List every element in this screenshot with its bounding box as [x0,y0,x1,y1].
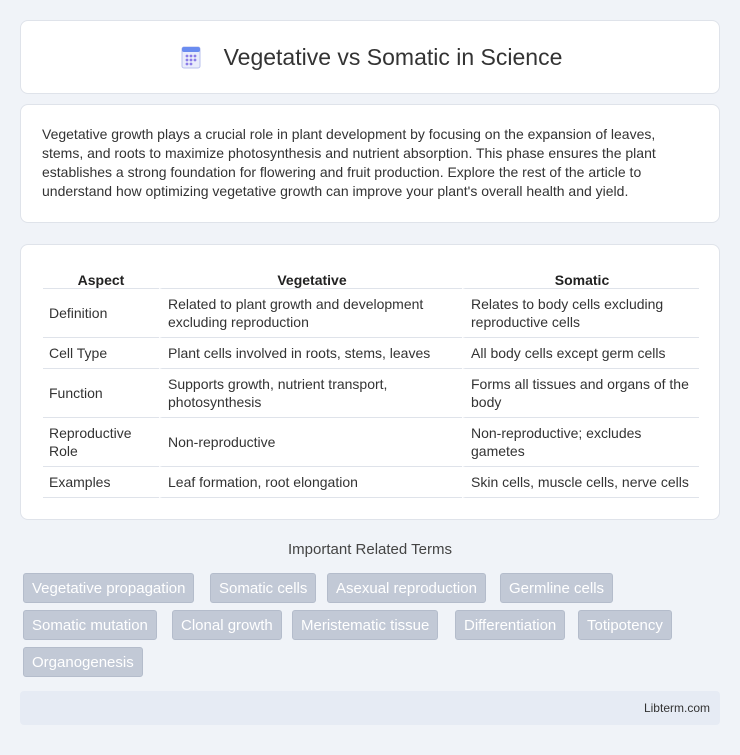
table-row [43,369,699,418]
table-cell: Forms all tissues and organs of the body [462,369,699,418]
related-terms-title: Important Related Terms [288,541,452,558]
comparison-table-card [20,244,720,520]
table-row [43,467,699,498]
table-cell: Examples [43,467,159,498]
table-cell: Function [43,369,159,418]
page-title: Vegetative vs Somatic in Science [223,43,563,70]
tag-totipotency[interactable]: Totipotency [578,610,672,640]
tag-clonal-growth[interactable]: Clonal growth [172,610,282,640]
tag-somatic-mutation[interactable]: Somatic mutation [23,610,157,640]
table-row [43,338,699,369]
tag-asexual-reproduction[interactable]: Asexual reproduction [327,573,486,603]
table-cell: Plant cells involved in roots, stems, leaves [159,338,462,369]
tag-vegetative-propagation[interactable]: Vegetative propagation [23,573,194,603]
table-cell: Cell Type [43,338,159,369]
table-cell: Related to plant growth and development excluding reproduction [159,289,462,338]
table-header-row [43,265,699,289]
tag-somatic-cells[interactable]: Somatic cells [210,573,316,603]
tag-germline-cells[interactable]: Germline cells [500,573,613,603]
document-icon [178,44,204,70]
table-cell: All body cells except germ cells [462,338,699,369]
column-header-vegetative: Vegetative [159,265,462,289]
intro-paragraph: Vegetative growth plays a crucial role in plant development by focusing on the expansion of leaves, stems, and roots to maximize photosynthesis and nutrient absorption. This phase ensures the plant establishes a strong foundation for flowering and fruit production. Explore the rest of the article to understand how optimizing vegetative growth can improve your plant's overall health and yield. [42,126,656,199]
column-header-aspect: Aspect [43,265,159,289]
table-cell: Leaf formation, root elongation [159,467,462,498]
table-cell: Non-reproductive; excludes gametes [462,418,699,467]
table-cell: Relates to body cells excluding reproductive cells [462,289,699,338]
table-cell: Skin cells, muscle cells, nerve cells [462,467,699,498]
table-row [43,289,699,338]
tag-differentiation[interactable]: Differentiation [455,610,565,640]
column-header-somatic: Somatic [462,265,699,289]
tag-organogenesis[interactable]: Organogenesis [23,647,143,677]
table-cell: Supports growth, nutrient transport, photosynthesis [159,369,462,418]
title-wrap [178,44,563,71]
header-card [20,20,720,94]
table-cell: Non-reproductive [159,418,462,467]
footer [20,691,720,725]
table-cell: Reproductive Role [43,418,159,467]
footer-site-link[interactable]: Libterm.com [643,701,710,715]
intro-card [20,104,720,223]
table-cell: Definition [43,289,159,338]
comparison-table [43,265,699,498]
table-row [43,418,699,467]
tag-meristematic-tissue[interactable]: Meristematic tissue [292,610,438,640]
